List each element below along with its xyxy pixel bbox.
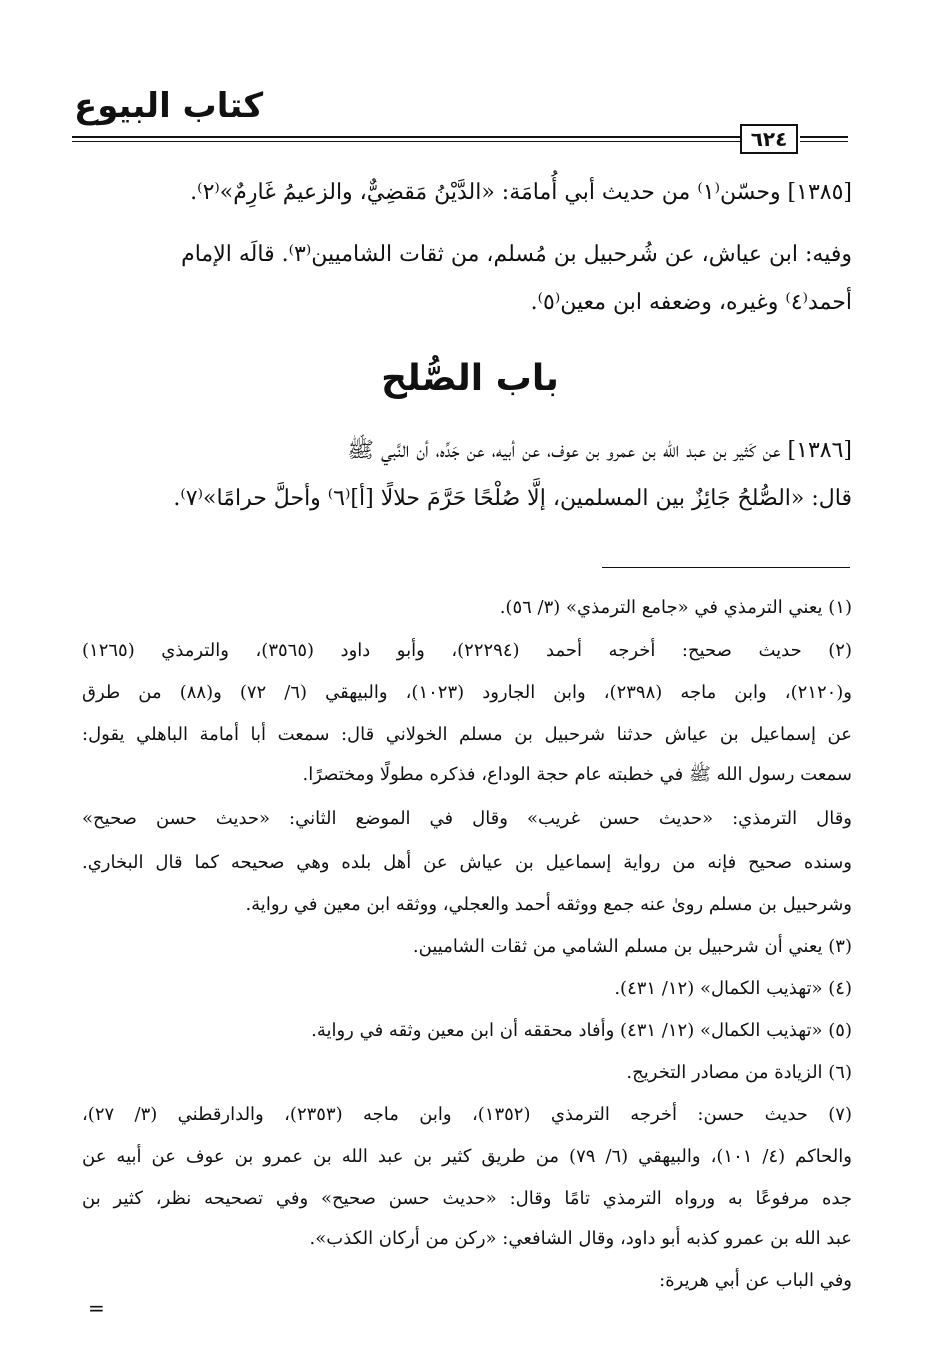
- footnote-line: (١) يعني الترمذي في «جامع الترمذي» (٣/ ٥٦).: [499, 597, 852, 618]
- body-line-1: [١٣٨٥] وحسّن⁽١⁾ من حديث أبي أُمامَة: «الدَّيْنُ مَقضِيٌّ، والزعيمُ غَارِمٌ»⁽٢⁾.: [190, 180, 852, 205]
- running-header-title: كتاب البيوع: [74, 86, 264, 126]
- footnote-line: و(٢١٢٠)، وابن ماجه (٢٣٩٨)، وابن الجارود (١٠٢٣)، والبيهقي (٦/ ٧٢) و(٨٨) من طرق: [82, 682, 852, 703]
- header-rule: [72, 136, 740, 138]
- body-line-4: [١٣٨٦] عن كَثير بن عبد الله بن عمرو بن عوف، عن أبيه، عن جَدِّه، أن النَّبي ﷺ: [347, 438, 852, 463]
- footnote-line: (٢) حديث صحيح: أخرجه أحمد (٢٢٢٩٤)، وأبو داود (٣٥٦٥)، والترمذي (١٢٦٥): [82, 640, 852, 661]
- footnote-line: (٣) يعني أن شرحبيل بن مسلم الشامي من ثقات الشاميين.: [412, 936, 852, 957]
- body-line-5: قال: «الصُّلحُ جَائِزٌ بين المسلمين، إلَّا صُلْحًا حَرَّمَ حلالًا [أ]⁽٦⁾ وأحلَّ حرامًا»⁽٧⁾.: [173, 486, 852, 511]
- header-rule-right: [800, 136, 848, 138]
- section-heading: باب الصُّلح: [381, 358, 559, 399]
- body-line-2: وفيه: ابن عياش، عن شُرحبيل بن مُسلم، من ثقات الشاميين⁽٣⁾. قالَه الإمام: [181, 242, 852, 267]
- footnote-line: سمعت رسول الله ﷺ في خطبته عام حجة الوداع، فذكره مطولًا ومختصرًا.: [302, 764, 852, 785]
- header-rule-thin: [72, 141, 740, 142]
- footnote-line: عبد الله بن عمرو كذبه أبو داود، وقال الشافعي: «ركن من أركان الكذب».: [309, 1228, 852, 1249]
- footnote-line: (٥) «تهذيب الكمال» (١٢/ ٤٣١) وأفاد محققه أن ابن معين وثقه في رواية.: [311, 1020, 852, 1041]
- footnote-line: (٦) الزيادة من مصادر التخريج.: [626, 1062, 852, 1083]
- footer-mark: =: [88, 1296, 105, 1320]
- footnote-line: (٧) حديث حسن: أخرجه الترمذي (١٣٥٢)، وابن ماجه (٢٣٥٣)، والدارقطني (٣/ ٢٧)،: [82, 1104, 852, 1125]
- footnote-line: (٤) «تهذيب الكمال» (١٢/ ٤٣١).: [614, 978, 852, 999]
- footnote-line: وفي الباب عن أبي هريرة:: [659, 1270, 852, 1291]
- footnote-line: وقال الترمذي: «حديث حسن غريب» وقال في الموضع الثاني: «حديث حسن صحيح»: [82, 808, 852, 829]
- footnote-line: وسنده صحيح فإنه من رواية إسماعيل بن عياش عن أهل بلده وهي صحيحه كما قال البخاري.: [82, 852, 852, 873]
- body-line-3: أحمد⁽٤⁾ وغيره، وضعفه ابن معين⁽٥⁾.: [530, 290, 852, 315]
- page-number: ٦٢٤: [740, 124, 798, 154]
- footnote-line: عن إسماعيل بن عياش حدثنا شرحبيل بن مسلم الخولاني قال: سمعت أبا أمامة الباهلي يقول:: [82, 724, 852, 745]
- footnote-line: جده مرفوعًا به ورواه الترمذي تامًا وقال: «حديث حسن صحيح» وفي تصحيحه نظر، كثير بن: [82, 1188, 852, 1209]
- footnote-line: والحاكم (٤/ ١٠١)، والبيهقي (٦/ ٧٩) من طريق كثير بن عبد الله بن عمرو بن عوف عن أبيه عن: [82, 1146, 852, 1167]
- header-rule-right-thin: [800, 141, 848, 142]
- footnote-separator: [602, 567, 850, 568]
- footnote-line: وشرحبيل بن مسلم روىٰ عنه جمع ووثقه أحمد والعجلي، ووثقه ابن معين في رواية.: [245, 894, 852, 915]
